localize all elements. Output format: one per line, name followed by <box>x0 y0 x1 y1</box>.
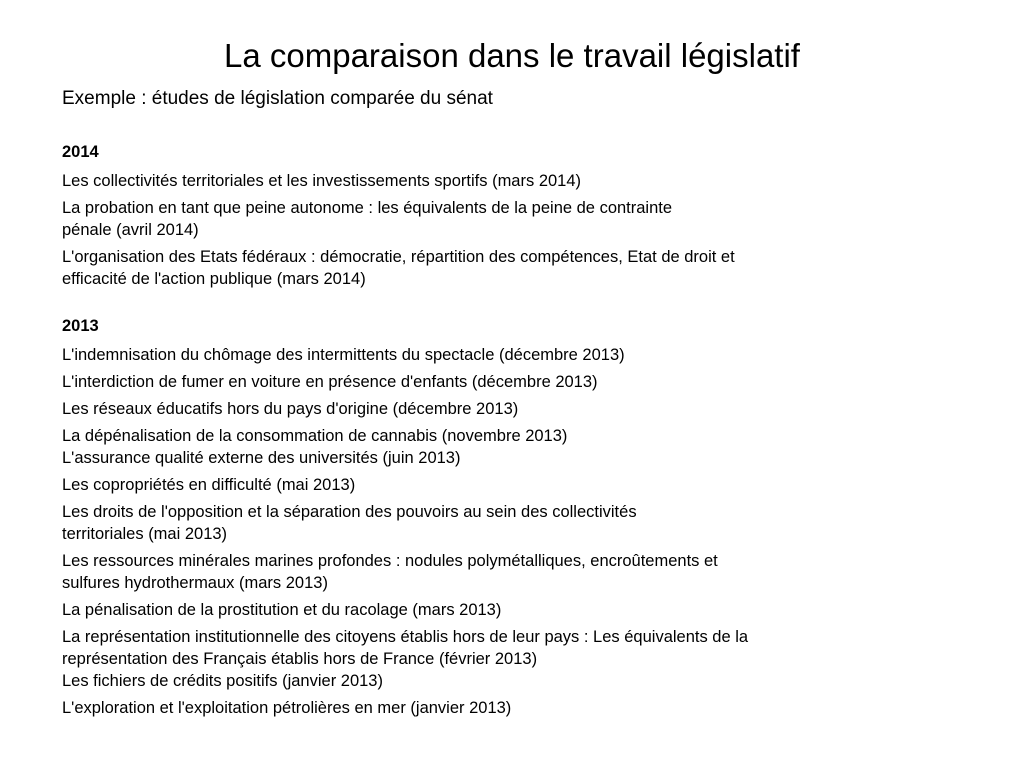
list-item <box>62 550 962 594</box>
list-item-text: Les droits de l'opposition et la séparation des pouvoirs au sein des collectivités <box>62 503 637 521</box>
list-item-text: La probation en tant que peine autonome : les équivalents de la peine de contrainte <box>62 199 673 217</box>
list-item <box>62 599 962 621</box>
list-item-text: sulfures hydrothermaux (mars 2013) <box>62 574 328 592</box>
list-item-text: Les ressources minérales marines profondes : nodules polymétalliques, encroûtements et <box>62 552 718 570</box>
list-item-text: territoriales (mai 2013) <box>62 525 228 543</box>
list-item-text: représentation des Français établis hors de France (février 2013) <box>62 650 538 668</box>
list-item-text: La représentation institutionnelle des citoyens établis hors de leur pays : Les équivalents de la <box>62 628 749 646</box>
list-item <box>62 398 962 420</box>
list-item <box>62 501 962 545</box>
list-item-text: L'exploration et l'exploitation pétrolières en mer (janvier 2013) <box>62 699 512 717</box>
slide-subtitle: Exemple : études de législation comparée du sénat <box>62 88 493 109</box>
list-item-text: efficacité de l'action publique (mars 2014) <box>62 270 366 288</box>
list-item-text: L'indemnisation du chômage des intermittents du spectacle (décembre 2013) <box>62 346 625 364</box>
list-item-text: L'organisation des Etats fédéraux : démocratie, répartition des compétences, Etat de droit et <box>62 248 735 266</box>
list-item <box>62 344 962 366</box>
slide-title: La comparaison dans le travail législatif <box>224 37 800 74</box>
year-heading: 2013 <box>62 317 99 335</box>
list-item-text: pénale (avril 2014) <box>62 221 199 239</box>
list-item <box>62 197 962 241</box>
list-item-text: La pénalisation de la prostitution et du racolage (mars 2013) <box>62 601 502 619</box>
list-item-text: L'interdiction de fumer en voiture en présence d'enfants (décembre 2013) <box>62 373 598 391</box>
list-item <box>62 371 962 393</box>
list-item-text: L'assurance qualité externe des universités (juin 2013) <box>62 449 461 467</box>
list-item-text: Les fichiers de crédits positifs (janvier 2013) <box>62 672 383 690</box>
section-2013 <box>62 315 962 719</box>
list-item-text: Les collectivités territoriales et les investissements sportifs (mars 2014) <box>62 172 582 190</box>
list-item <box>62 697 962 719</box>
list-item-text: Les réseaux éducatifs hors du pays d'origine (décembre 2013) <box>62 400 519 418</box>
list-item <box>62 170 962 192</box>
slide-content <box>62 141 962 724</box>
list-item <box>62 246 962 290</box>
list-item <box>62 474 962 496</box>
list-item <box>62 626 962 692</box>
year-heading: 2014 <box>62 143 99 161</box>
section-2014 <box>62 141 962 290</box>
list-item-text: La dépénalisation de la consommation de cannabis (novembre 2013) <box>62 427 568 445</box>
list-item <box>62 425 962 469</box>
list-item-text: Les copropriétés en difficulté (mai 2013) <box>62 476 356 494</box>
